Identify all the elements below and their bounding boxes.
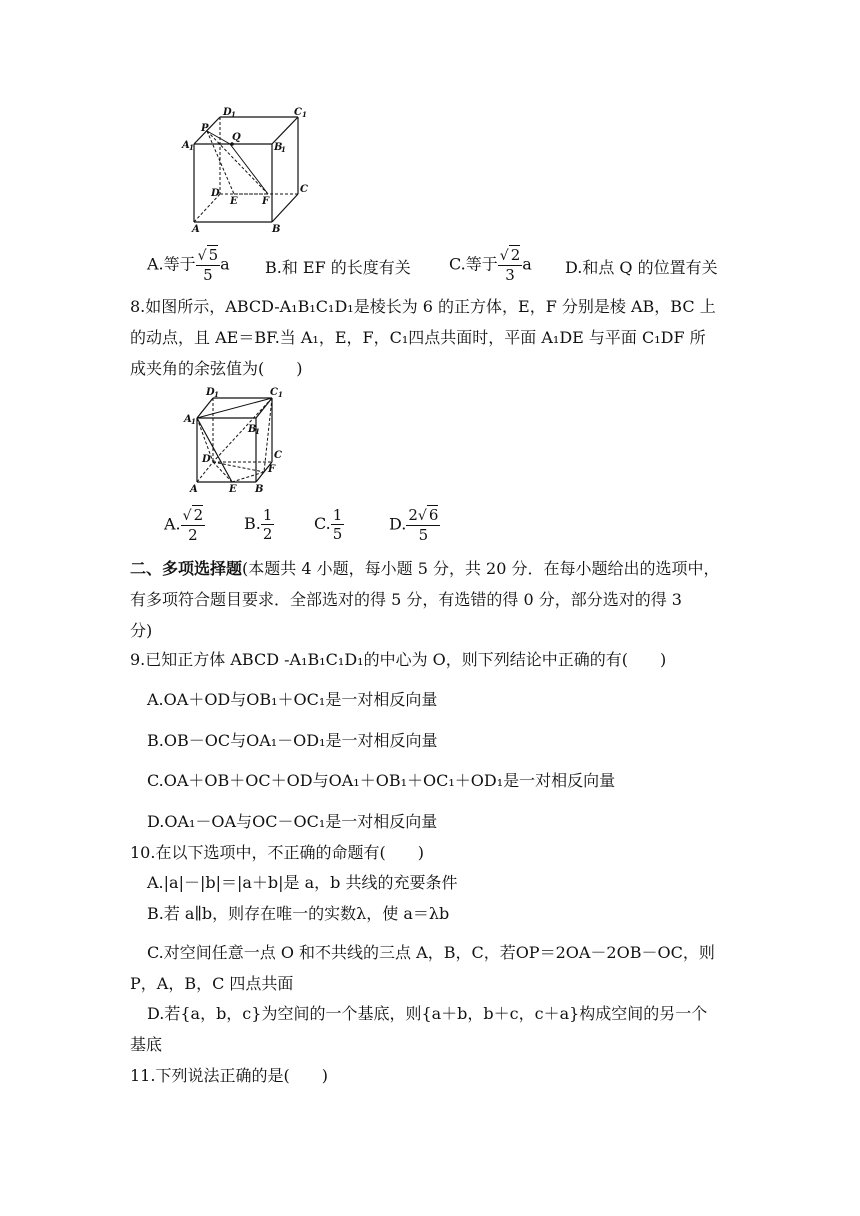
cube-figure-q8 bbox=[180, 384, 290, 496]
label-C1: C bbox=[294, 107, 302, 118]
label-B: B bbox=[255, 484, 264, 495]
q8-option-b[interactable]: B. $\frac{1}{2}$ bbox=[244, 506, 273, 543]
label-B1: B bbox=[248, 424, 257, 435]
label-A: A bbox=[192, 224, 200, 235]
label-C: C bbox=[300, 184, 308, 195]
q9-option-d[interactable]: D.OA₁－OA与OC－OC₁是一对相反向量 bbox=[147, 812, 438, 831]
svg-text:1: 1 bbox=[191, 417, 196, 426]
label-C: C bbox=[274, 450, 282, 461]
q9-option-b[interactable]: B.OB－OC与OA₁－OD₁是一对相反向量 bbox=[147, 731, 438, 750]
svg-text:1: 1 bbox=[255, 427, 260, 436]
q9-option-c[interactable]: C.OA＋OB＋OC＋OD与OA₁＋OB₁＋OC₁＋OD₁是一对相反向量 bbox=[147, 771, 616, 790]
label-D: D bbox=[211, 188, 220, 199]
q7-option-d[interactable]: D.和点 Q 的位置有关 bbox=[565, 258, 718, 277]
label-C1: C bbox=[270, 387, 278, 398]
svg-text:1: 1 bbox=[278, 390, 283, 399]
svg-text:1: 1 bbox=[214, 390, 219, 399]
label-A: A bbox=[190, 484, 198, 495]
label-A1: A bbox=[182, 140, 190, 151]
cube-figure-q7 bbox=[180, 104, 310, 236]
label-A1: A bbox=[184, 414, 192, 425]
q8-option-c[interactable]: C. $\frac{1}{5}$ bbox=[314, 506, 343, 543]
label-E: E bbox=[229, 484, 237, 495]
label-F: F bbox=[268, 464, 276, 475]
q10-option-d-line1[interactable]: D.若{a，b，c}为空间的一个基底，则{a＋b，b＋c，c＋a}构成空间的另一个 bbox=[147, 1004, 708, 1023]
label-E: E bbox=[230, 196, 238, 207]
q9-option-a[interactable]: A.OA＋OD与OB₁＋OC₁是一对相反向量 bbox=[147, 690, 438, 709]
q9-stem: 9.已知正方体 ABCD -A₁B₁C₁D₁的中心为 O，则下列结论中正确的有( ) bbox=[130, 650, 667, 669]
svg-text:1: 1 bbox=[189, 143, 194, 152]
q7-option-c[interactable]: C.等于 $\frac{√ 2}{3}$ a bbox=[449, 246, 532, 284]
label-F: F bbox=[262, 196, 270, 207]
q8-stem-line3: 成夹角的余弦值为( ) bbox=[130, 359, 303, 378]
section2-line1: 二、多项选择题(本题共 4 小题，每小题 5 分，共 20 分．在每小题给出的选项中， bbox=[130, 559, 720, 578]
label-D1: D bbox=[223, 107, 232, 118]
label-D1: D bbox=[206, 387, 215, 398]
label-Q: Q bbox=[232, 132, 241, 143]
q10-option-b[interactable]: B.若 a∥b，则存在唯一的实数λ，使 a＝λb bbox=[147, 904, 450, 923]
q8-stem-line1: 8.如图所示，ABCD-A₁B₁C₁D₁是棱长为 6 的正方体，E，F 分别是棱 AB，BC 上 bbox=[130, 297, 716, 316]
label-D: D bbox=[202, 454, 211, 465]
q8-option-d[interactable]: D. $\frac{2√ 6}{5}$ bbox=[389, 506, 439, 544]
q7-option-a[interactable]: A.等于 $\frac{√ 5}{5}$ a bbox=[147, 246, 230, 284]
svg-text:1: 1 bbox=[231, 110, 236, 119]
q10-option-c-line2: P，A，B，C 四点共面 bbox=[130, 974, 294, 993]
q10-stem: 10.在以下选项中，不正确的命题有( ) bbox=[130, 843, 424, 862]
q8-option-a[interactable]: A. $\frac{√ 2}{2}$ bbox=[164, 506, 204, 544]
label-B: B bbox=[272, 224, 281, 235]
svg-text:1: 1 bbox=[302, 110, 307, 119]
label-P: P bbox=[201, 123, 209, 134]
label-B1: B bbox=[274, 142, 283, 153]
q11-stem: 11.下列说法正确的是( ) bbox=[130, 1066, 328, 1085]
q10-option-a[interactable]: A.|a|－|b|＝|a＋b|是 a，b 共线的充要条件 bbox=[147, 873, 458, 892]
svg-text:1: 1 bbox=[281, 145, 286, 154]
section2-line2: 有多项符合题目要求．全部选对的得 5 分，有选错的得 0 分，部分选对的得 3 bbox=[130, 590, 682, 609]
q7-option-b[interactable]: B.和 EF 的长度有关 bbox=[265, 258, 411, 277]
section2-line3: 分) bbox=[130, 621, 153, 640]
q10-option-c-line1[interactable]: C.对空间任意一点 O 和不共线的三点 A，B，C，若OP＝2OA－2OB－OC，则 bbox=[147, 943, 715, 962]
q8-stem-line2: 的动点，且 AE＝BF.当 A₁，E，F，C₁四点共面时，平面 A₁DE 与平面 C₁DF 所 bbox=[130, 328, 706, 347]
q10-option-d-line2: 基底 bbox=[130, 1035, 163, 1054]
